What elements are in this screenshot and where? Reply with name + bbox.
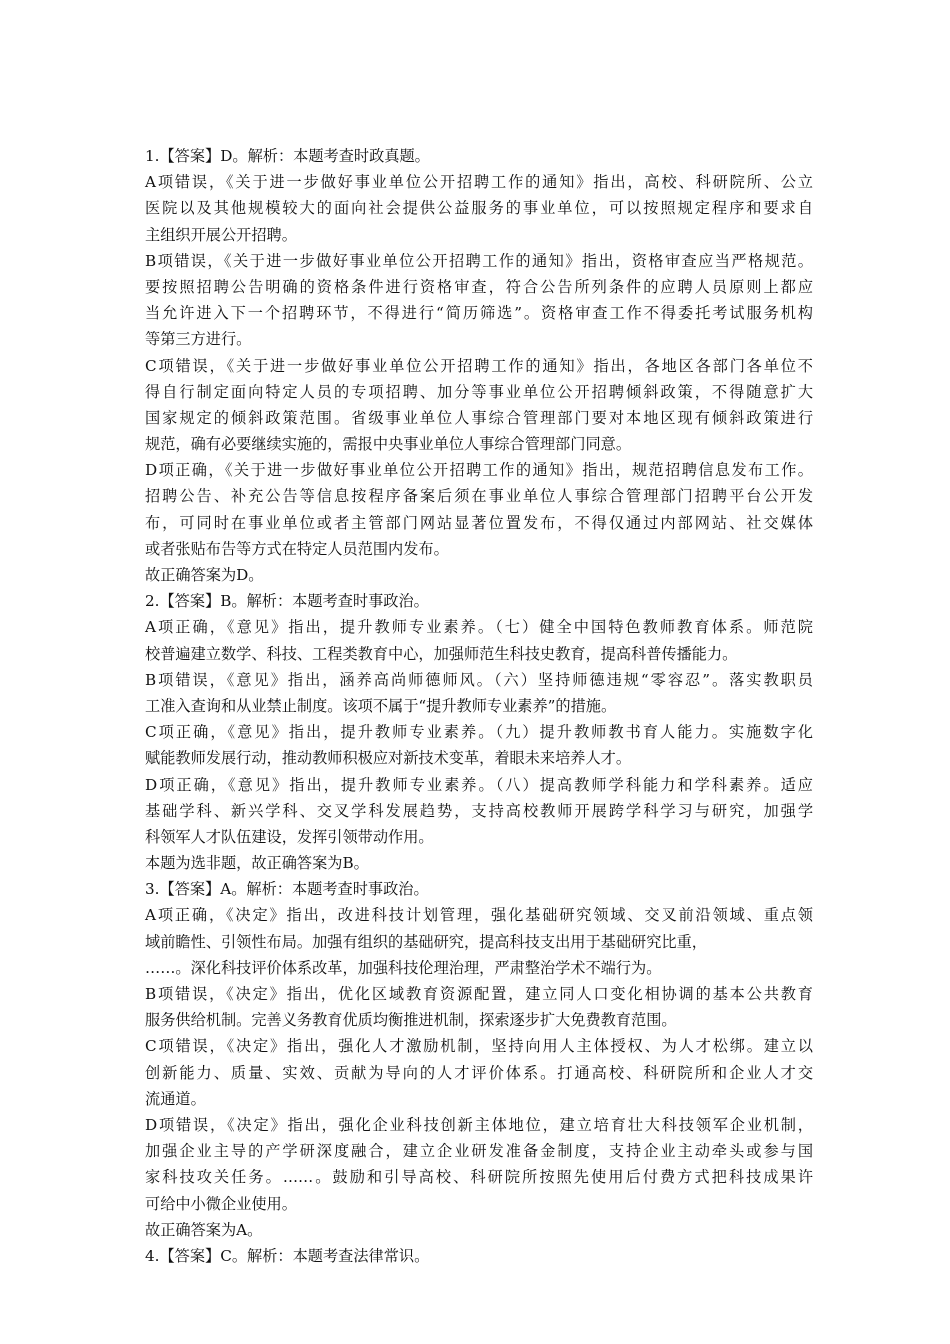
question-3-heading: 3.【答案】A。解析：本题考查时事政治。: [145, 880, 429, 899]
text-line: B项错误，《关于进一步做好事业单位公开招聘工作的通知》指出，资格审查应当严格规范。: [145, 251, 813, 270]
text-line: 要按照招聘公告明确的资格条件进行资格审查，符合公告所列条件的应聘人员原则上都应: [145, 277, 813, 296]
question-1-heading: 1.【答案】D。解析：本题考查时政真题。: [145, 147, 430, 165]
text-line: ……。深化科技评价体系改革，加强科技伦理治理，严肃整治学术不端行为。: [145, 958, 662, 977]
text-line: 基础学科、新兴学科、交叉学科发展趋势，支持高校教师开展跨学科学习与研究，加强学: [145, 801, 813, 820]
question-4-heading: 4.【答案】C。解析：本题考查法律常识。: [145, 1246, 430, 1265]
text-line: 校普遍建立数学、科技、工程类教育中心，加强师范生科技史教育，提高科普传播能力。: [145, 644, 738, 663]
text-line: A项正确，《决定》指出，改进科技计划管理，强化基础研究领域、交叉前沿领域、重点领: [145, 906, 813, 925]
text-line: 规范，确有必要继续实施的，需报中央事业单位人事综合管理部门同意。: [145, 435, 631, 454]
answer-conclusion: 故正确答案为D。: [145, 566, 264, 584]
text-line: C项正确，《意见》指出，提升教师专业素养。（九）提升教师教书育人能力。实施数字化: [145, 723, 813, 742]
text-line: 得自行制定面向特定人员的专项招聘、加分等事业单位公开招聘倾斜政策，不得随意扩大: [145, 382, 813, 401]
text-line: 服务供给机制。完善义务教育优质均衡推进机制，探索逐步扩大免费教育范围。: [145, 1011, 677, 1030]
text-line: 布，可同时在事业单位或者主管部门网站显著位置发布，不得仅通过内部网站、社交媒体: [145, 513, 813, 532]
text-line: 赋能教师发展行动，推动教师积极应对新技术变革，着眼未来培养人才。: [145, 749, 631, 768]
answer-conclusion: 故正确答案为A。: [145, 1220, 263, 1239]
text-line: 科领军人才队伍建设，发挥引领带动作用。: [145, 827, 434, 846]
text-line: 招聘公告、补充公告等信息按程序备案后须在事业单位人事综合管理部门招聘平台公开发: [145, 487, 813, 506]
text-line: 流通道。: [145, 1089, 206, 1108]
text-line: A项错误，《关于进一步做好事业单位公开招聘工作的通知》指出，高校、科研院所、公立: [145, 173, 813, 192]
answer-explanations: [145, 143, 813, 1269]
text-line: D项正确，《关于进一步做好事业单位公开招聘工作的通知》指出，规范招聘信息发布工作。: [145, 461, 813, 480]
text-line: B项错误，《意见》指出，涵养高尚师德师风。（六）坚持师德违规“零容忍”。落实教职员: [145, 670, 813, 689]
text-line: 当允许进入下一个招聘环节，不得进行“简历筛选”。资格审查工作不得委托考试服务机构: [145, 304, 813, 323]
text-line: B项错误，《决定》指出，优化区域教育资源配置，建立同人口变化相协调的基本公共教育: [145, 985, 813, 1003]
text-line: D项正确，《意见》指出，提升教师专业素养。（八）提高教师学科能力和学科素养。适应: [145, 775, 813, 794]
text-line: 家科技攻关任务。……。鼓励和引导高校、科研院所按照先使用后付费方式把科技成果许: [145, 1168, 813, 1187]
text-line: A项正确，《意见》指出，提升教师专业素养。（七）健全中国特色教师教育体系。师范院: [145, 618, 813, 637]
text-line: 加强企业主导的产学研深度融合，建立企业研发准备金制度，支持企业主动牵头或参与国: [145, 1142, 813, 1161]
text-line: 工准入查询和从业禁止制度。该项不属于“提升教师专业素养”的措施。: [145, 696, 617, 715]
text-line: C项错误，《关于进一步做好事业单位公开招聘工作的通知》指出，各地区各部门各单位不: [145, 356, 813, 375]
text-line: 可给中小微企业使用。: [145, 1194, 297, 1213]
text-line: C项错误，《决定》指出，强化人才激励机制，坚持向用人主体授权、为人才松绑。建立以: [145, 1037, 813, 1056]
text-line: 国家规定的倾斜政策范围。省级事业单位人事综合管理部门要对本地区现有倾斜政策进行: [145, 408, 813, 427]
text-line: 或者张贴布告等方式在特定人员范围内发布。: [145, 539, 449, 558]
text-line: 等第三方进行。: [145, 330, 252, 349]
text-line: 医院以及其他规模较大的面向社会提供公益服务的事业单位，可以按照规定程序和要求自: [145, 199, 813, 218]
text-line: D项错误，《决定》指出，强化企业科技创新主体地位，建立培育壮大科技领军企业机制，: [145, 1115, 813, 1134]
text-line: 主组织开展公开招聘。: [145, 225, 297, 244]
text-line: 域前瞻性、引领性布局。加强有组织的基础研究，提高科技支出用于基础研究比重，: [145, 932, 707, 951]
question-2-heading: 2.【答案】B。解析：本题考查时事政治。: [145, 592, 429, 611]
text-line: 创新能力、质量、实效、贡献为导向的人才评价体系。打通高校、科研院所和企业人才交: [145, 1063, 813, 1082]
answer-conclusion: 本题为选非题，故正确答案为B。: [145, 854, 369, 873]
